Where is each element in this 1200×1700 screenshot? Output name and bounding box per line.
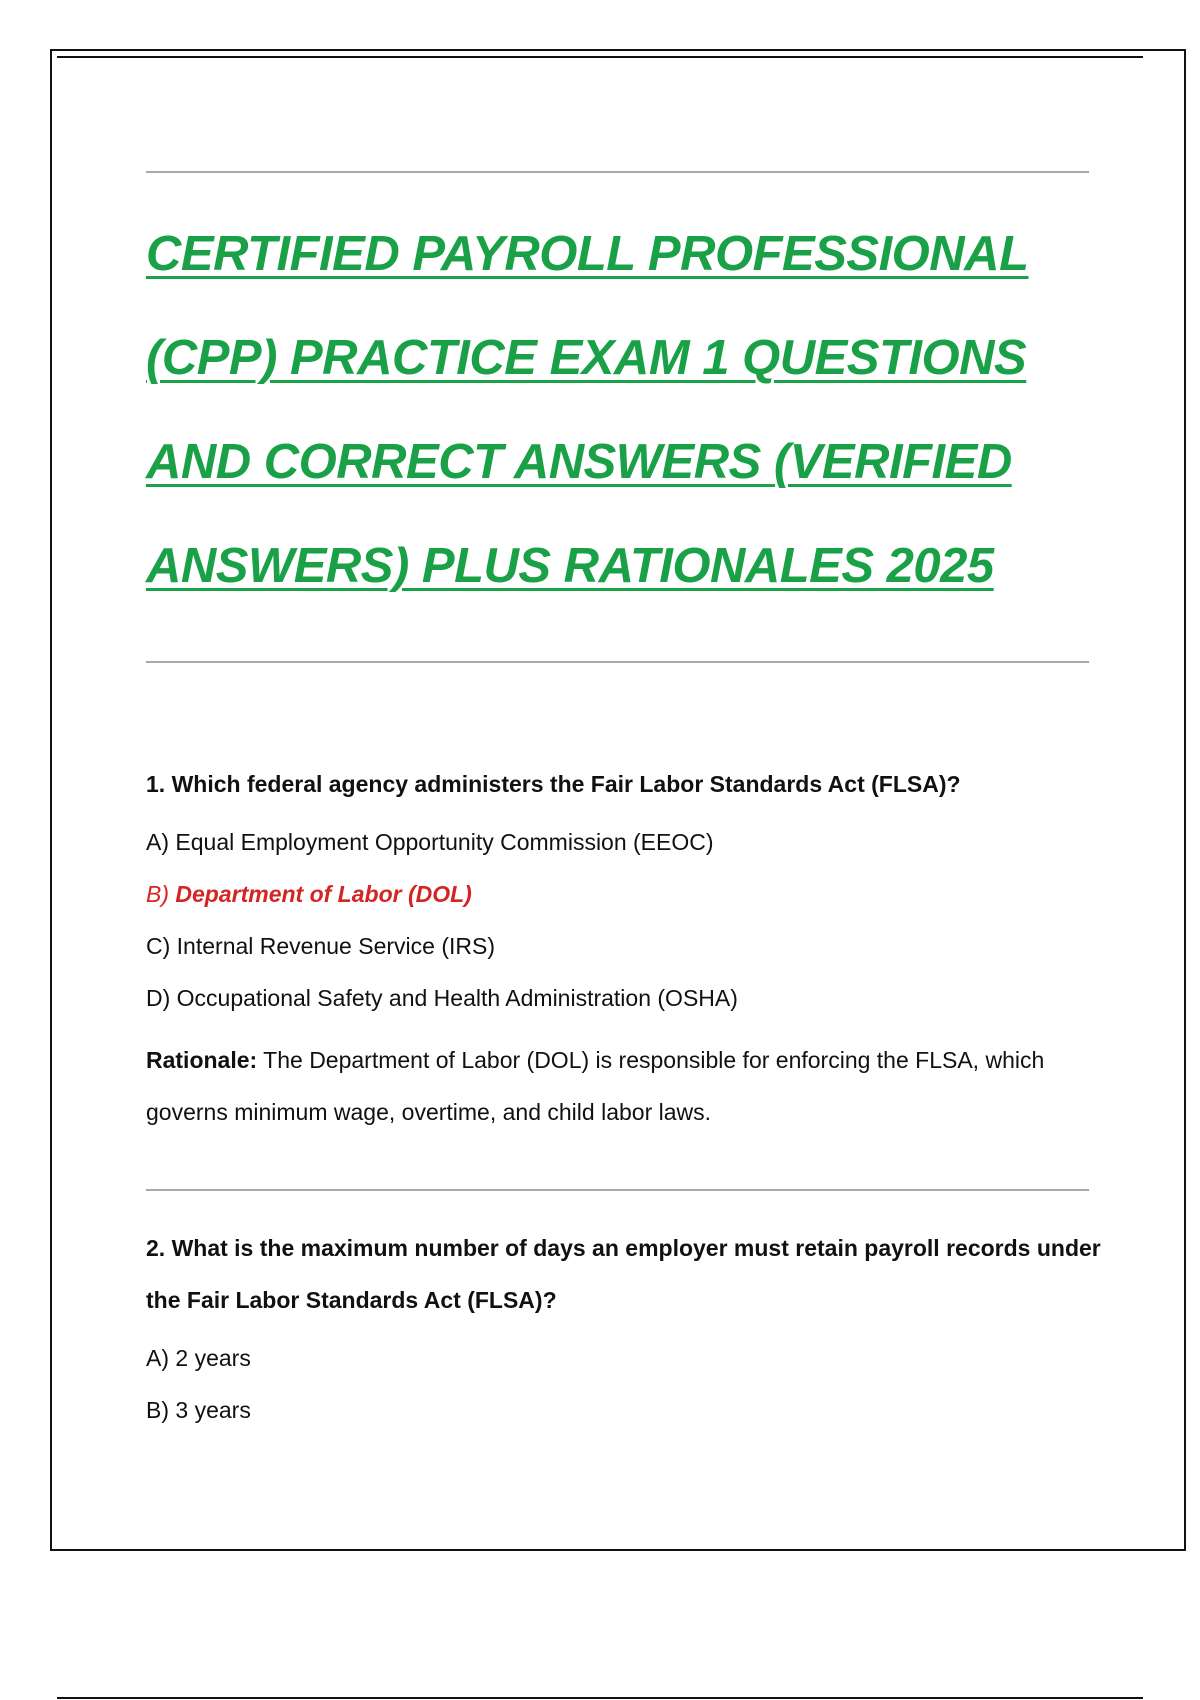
option-text: 3 years [175,1397,251,1423]
question-1 [146,758,1106,1138]
divider-between-questions [146,1189,1089,1191]
title-line: (CPP) PRACTICE EXAM 1 QUESTIONS [146,331,1027,385]
option-letter: D) [146,985,171,1011]
option-text: Occupational Safety and Health Administration (OSHA) [176,985,738,1011]
option-text: Internal Revenue Service (IRS) [176,933,495,959]
option-text: Equal Employment Opportunity Commission (EEOC) [175,829,714,855]
rationale-label: Rationale: [146,1047,258,1073]
title-line: ANSWERS) PLUS RATIONALES 2025 [146,539,994,593]
question-2 [146,1222,1106,1436]
answer-option [146,972,1106,1024]
rationale [146,1034,1106,1138]
answer-option [146,1384,1106,1436]
page-bottom-rule [57,1697,1143,1699]
answer-option [146,816,1106,868]
option-text: Department of Labor (DOL) [175,881,472,907]
divider-after-title [146,661,1089,663]
answer-option-correct [146,868,1106,920]
title-line: CERTIFIED PAYROLL PROFESSIONAL [146,227,1029,281]
option-text: 2 years [175,1345,251,1371]
question-text: 1. Which federal agency administers the Fair Labor Standards Act (FLSA)? [146,771,961,797]
option-letter: B) [146,1397,169,1423]
option-letter: C) [146,933,171,959]
option-letter: A) [146,829,169,855]
question-text: 2. What is the maximum number of days an employer must retain payroll records under the Fair Labor Standards Act (FLSA)? [146,1235,1101,1313]
option-letter: B) [146,881,169,907]
answer-option [146,1332,1106,1384]
divider-top [146,171,1089,173]
document-title [146,202,1106,618]
answer-option [146,920,1106,972]
title-line: AND CORRECT ANSWERS (VERIFIED [146,435,1012,489]
rationale-text: The Department of Labor (DOL) is responsible for enforcing the FLSA, which governs minimum wage, overtime, and child labor laws. [146,1047,1045,1125]
option-letter: A) [146,1345,169,1371]
